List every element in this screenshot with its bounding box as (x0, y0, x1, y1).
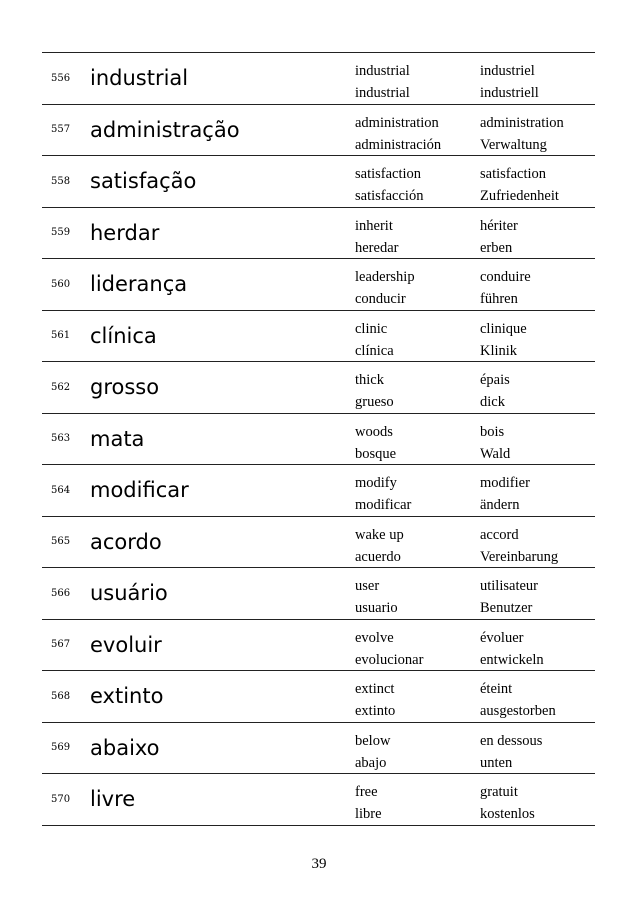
translations-french-german (480, 472, 530, 516)
english-translation: evolve (355, 629, 394, 646)
german-translation: Klinik (480, 342, 518, 359)
entry-number: 562 (51, 381, 71, 393)
german-translation: entwickeln (480, 651, 544, 668)
spanish-translation: bosque (355, 445, 397, 462)
table-row (42, 517, 595, 569)
table-row (42, 414, 595, 466)
entry-number: 569 (51, 742, 71, 754)
table-row (42, 105, 595, 157)
spanish-translation: evolucionar (355, 651, 424, 668)
translations-french-german (480, 421, 510, 465)
translations-english-spanish (355, 60, 410, 104)
table-row (42, 671, 595, 723)
french-translation: évoluer (480, 629, 524, 646)
english-translation: modify (355, 475, 397, 491)
translations-french-german (480, 60, 539, 104)
entry-number: 565 (51, 536, 71, 548)
portuguese-word: extinto (90, 684, 164, 709)
table-row (42, 53, 595, 105)
translations-english-spanish (355, 730, 390, 774)
spanish-translation: heredar (355, 239, 399, 256)
english-translation: free (355, 784, 378, 800)
german-translation: Vereinbarung (480, 548, 559, 565)
english-translation: extinct (355, 681, 395, 697)
translations-english-spanish (355, 266, 415, 310)
translations-french-german (480, 215, 518, 259)
table-row (42, 208, 595, 260)
translations-french-german (480, 575, 538, 619)
french-translation: bois (480, 423, 505, 440)
spanish-translation: libre (355, 806, 382, 822)
spanish-translation: satisfacción (355, 188, 424, 204)
portuguese-word: acordo (90, 529, 162, 554)
french-translation: hériter (480, 217, 518, 234)
portuguese-word: satisfação (90, 169, 197, 194)
french-translation: clinique (480, 320, 527, 337)
translations-english-spanish (355, 575, 398, 619)
french-translation: modifier (480, 475, 530, 491)
portuguese-word: usuário (90, 581, 168, 606)
english-translation: satisfaction (355, 166, 422, 182)
table-row (42, 774, 595, 826)
table-row (42, 465, 595, 517)
german-translation: industriell (480, 85, 539, 101)
german-translation: ausgestorben (480, 703, 556, 719)
translations-english-spanish (355, 112, 441, 156)
german-translation: Benutzer (480, 600, 533, 616)
french-translation: en dessous (480, 732, 543, 749)
portuguese-word: livre (90, 787, 136, 812)
translations-french-german (480, 266, 531, 310)
portuguese-word: modificar (90, 478, 189, 503)
spanish-translation: clínica (355, 342, 394, 359)
translations-english-spanish (355, 318, 394, 362)
entry-number: 556 (51, 72, 71, 84)
entry-number: 563 (51, 433, 71, 445)
french-translation: gratuit (480, 784, 518, 800)
french-translation: administration (480, 114, 564, 131)
french-translation: éteint (480, 681, 513, 697)
portuguese-word: administração (90, 117, 240, 142)
translations-english-spanish (355, 163, 423, 207)
translations-french-german (480, 730, 542, 774)
translations-english-spanish (355, 678, 395, 722)
entry-number: 564 (51, 484, 71, 496)
spanish-translation: conducir (355, 291, 406, 307)
entry-number: 570 (51, 793, 71, 805)
translations-english-spanish (355, 627, 423, 671)
portuguese-word: herdar (90, 220, 160, 245)
table-row (42, 156, 595, 208)
table-row (42, 311, 595, 363)
translations-english-spanish (355, 215, 398, 259)
english-translation: thick (355, 372, 384, 388)
english-translation: user (355, 578, 380, 594)
spanish-translation: grueso (355, 394, 394, 410)
french-translation: satisfaction (480, 166, 547, 182)
german-translation: kostenlos (480, 806, 535, 822)
english-translation: administration (355, 114, 439, 131)
entry-number: 568 (51, 690, 71, 702)
english-translation: inherit (355, 217, 393, 234)
translations-english-spanish (355, 472, 411, 516)
spanish-translation: acuerdo (355, 548, 401, 565)
french-translation: épais (480, 372, 510, 388)
english-translation: industrial (355, 63, 410, 79)
german-translation: dick (480, 394, 505, 410)
translations-french-german (480, 112, 564, 156)
table-row (42, 259, 595, 311)
translations-french-german (480, 369, 510, 413)
table-row (42, 568, 595, 620)
spanish-translation: extinto (355, 703, 396, 719)
spanish-translation: industrial (355, 85, 410, 101)
translations-french-german (480, 524, 558, 568)
english-translation: clinic (355, 320, 388, 337)
vocabulary-table (42, 52, 595, 826)
spanish-translation: abajo (355, 754, 387, 771)
french-translation: industriel (480, 63, 535, 79)
entry-number: 558 (51, 175, 71, 187)
portuguese-word: grosso (90, 375, 160, 400)
french-translation: accord (480, 526, 519, 543)
spanish-translation: administración (355, 136, 442, 153)
translations-french-german (480, 318, 527, 362)
portuguese-word: liderança (90, 272, 188, 297)
translations-english-spanish (355, 524, 404, 568)
portuguese-word: abaixo (90, 735, 160, 760)
english-translation: woods (355, 423, 393, 440)
english-translation: below (355, 732, 391, 749)
entry-number: 559 (51, 227, 71, 239)
translations-french-german (480, 163, 559, 207)
portuguese-word: clínica (90, 323, 157, 348)
english-translation: leadership (355, 269, 415, 285)
table-row (42, 620, 595, 672)
entry-number: 566 (51, 587, 71, 599)
german-translation: Wald (480, 445, 511, 462)
entry-number: 561 (51, 330, 71, 342)
table-row (42, 362, 595, 414)
translations-english-spanish (355, 781, 382, 825)
german-translation: erben (480, 239, 513, 256)
translations-french-german (480, 781, 535, 825)
spanish-translation: modificar (355, 497, 412, 513)
translations-french-german (480, 678, 556, 722)
german-translation: Zufriedenheit (480, 188, 559, 204)
entry-number: 567 (51, 639, 71, 651)
translations-english-spanish (355, 421, 396, 465)
english-translation: wake up (355, 526, 404, 543)
french-translation: conduire (480, 269, 531, 285)
spanish-translation: usuario (355, 600, 398, 616)
entry-number: 560 (51, 278, 71, 290)
german-translation: unten (480, 754, 513, 771)
portuguese-word: industrial (90, 66, 189, 91)
translations-french-german (480, 627, 544, 671)
french-translation: utilisateur (480, 578, 538, 594)
table-row (42, 723, 595, 775)
page-number: 39 (311, 856, 327, 872)
german-translation: ändern (480, 497, 520, 513)
entry-number: 557 (51, 124, 71, 136)
german-translation: führen (480, 291, 518, 307)
portuguese-word: evoluir (90, 632, 162, 657)
portuguese-word: mata (90, 426, 145, 451)
translations-english-spanish (355, 369, 394, 413)
german-translation: Verwaltung (480, 136, 547, 153)
